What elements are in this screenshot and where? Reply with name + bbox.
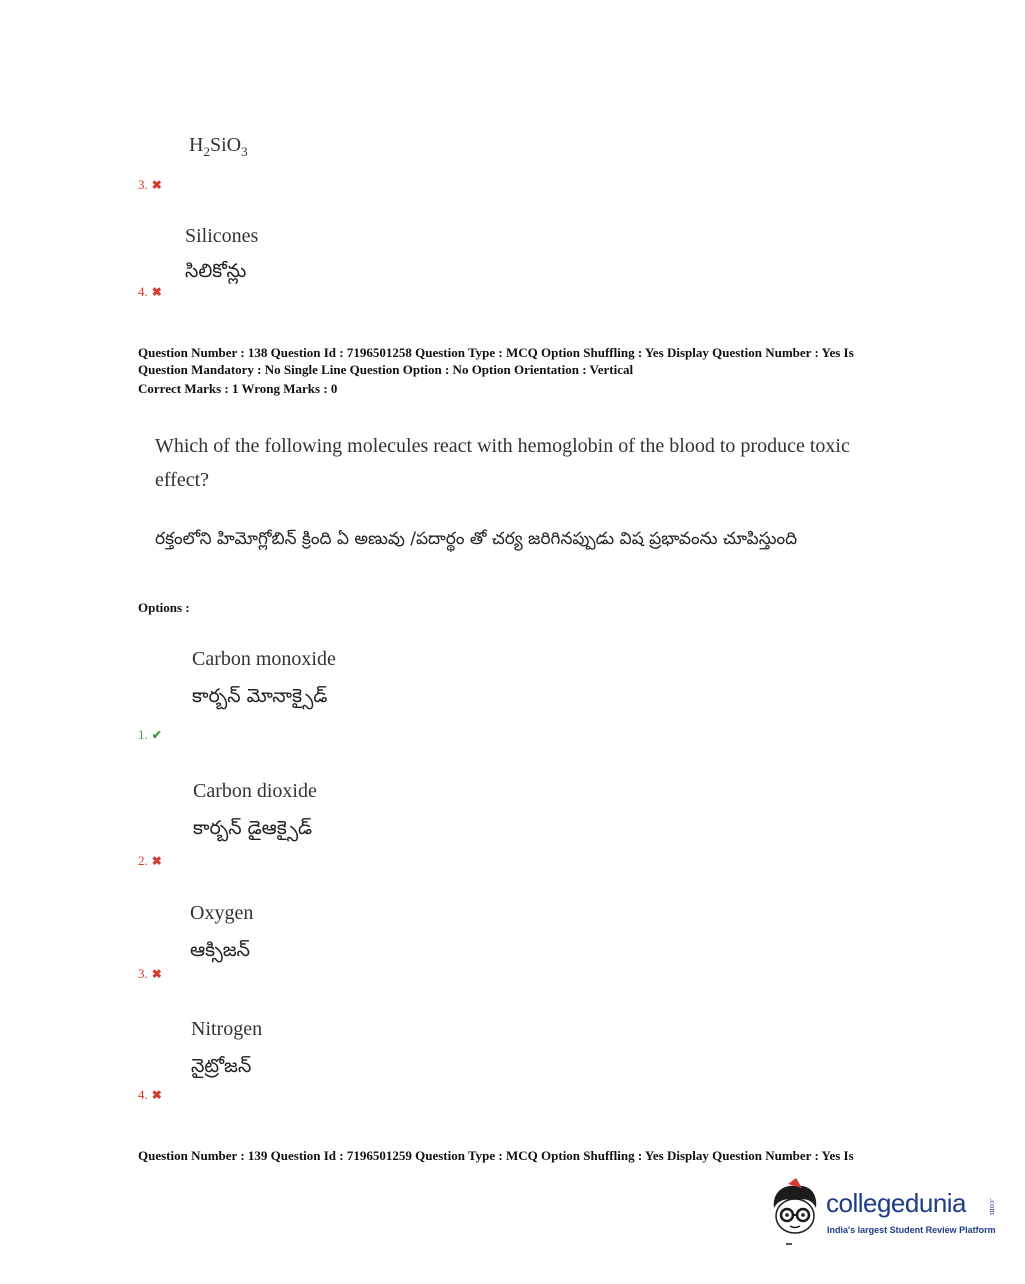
option-3-marker: 3. ✖ xyxy=(138,966,162,981)
question-138-text-en: Which of the following molecules react with hemoglobin of the blood to produce toxic effect? xyxy=(155,435,850,491)
logo-suffix: .com xyxy=(988,1198,996,1215)
option-4-en: Nitrogen xyxy=(191,1018,263,1040)
option-3-en: Oxygen xyxy=(190,902,254,924)
prev-option-3-formula: $H_2SiO_3$ xyxy=(189,134,248,159)
meta-line-3: Correct Marks : 1 Wrong Marks : 0 xyxy=(138,381,338,396)
option-4-te: నైట్రోజన్ xyxy=(191,1055,252,1077)
mascot-icon xyxy=(766,1178,826,1248)
option-1-en: Carbon monoxide xyxy=(192,648,336,670)
option-1-marker: 1. ✔ xyxy=(138,727,162,742)
option-1-te: కార్బన్ మోనాక్సైడ్ xyxy=(192,685,328,707)
logo-tagline: India's largest Student Review Platform xyxy=(827,1225,996,1235)
option-3-te: ఆక్సిజన్ xyxy=(190,939,251,961)
prev-option-4-marker: 4. ✖ xyxy=(138,284,162,299)
wrong-icon: ✖ xyxy=(151,1087,162,1102)
prev-option-4-te: సిలికోన్లు xyxy=(185,260,247,282)
option-2-te: కార్బన్ డైఆక్సైడ్ xyxy=(193,817,313,839)
question-138-meta xyxy=(138,344,918,397)
logo-wordmark: collegedunia xyxy=(826,1188,967,1218)
meta-line-1: Question Number : 138 Question Id : 7196501258 Question Type : MCQ Option Shuffling : Yes Display Question Number : Yes Is xyxy=(138,345,854,360)
option-2-en: Carbon dioxide xyxy=(193,780,317,802)
meta-line-2: Question Mandatory : No Single Line Question Option : No Option Orientation : Vertical xyxy=(138,362,634,377)
prev-option-4-en: Silicones xyxy=(185,225,259,247)
option-2-marker: 2. ✖ xyxy=(138,853,162,868)
wrong-icon: ✖ xyxy=(151,966,162,981)
check-icon: ✔ xyxy=(151,727,162,742)
option-4-marker: 4. ✖ xyxy=(138,1087,162,1102)
prev-option-3-marker: 3. ✖ xyxy=(138,177,162,192)
options-label: Options : xyxy=(138,600,190,615)
question-139-meta: Question Number : 139 Question Id : 7196501259 Question Type : MCQ Option Shuffling : Yes Display Question Number : Yes Is xyxy=(138,1148,854,1163)
collegedunia-logo xyxy=(766,1178,996,1248)
wrong-icon: ✖ xyxy=(151,177,162,192)
wrong-icon: ✖ xyxy=(151,284,162,299)
question-138-text-te: రక్తంలోని హిమోగ్లోబిన్ క్రింది ఏ అణువు /పదార్థం తో చర్య జరిగినప్పుడు విష ప్రభావంను చూపిస్తుంది xyxy=(155,529,798,549)
wrong-icon: ✖ xyxy=(151,853,162,868)
